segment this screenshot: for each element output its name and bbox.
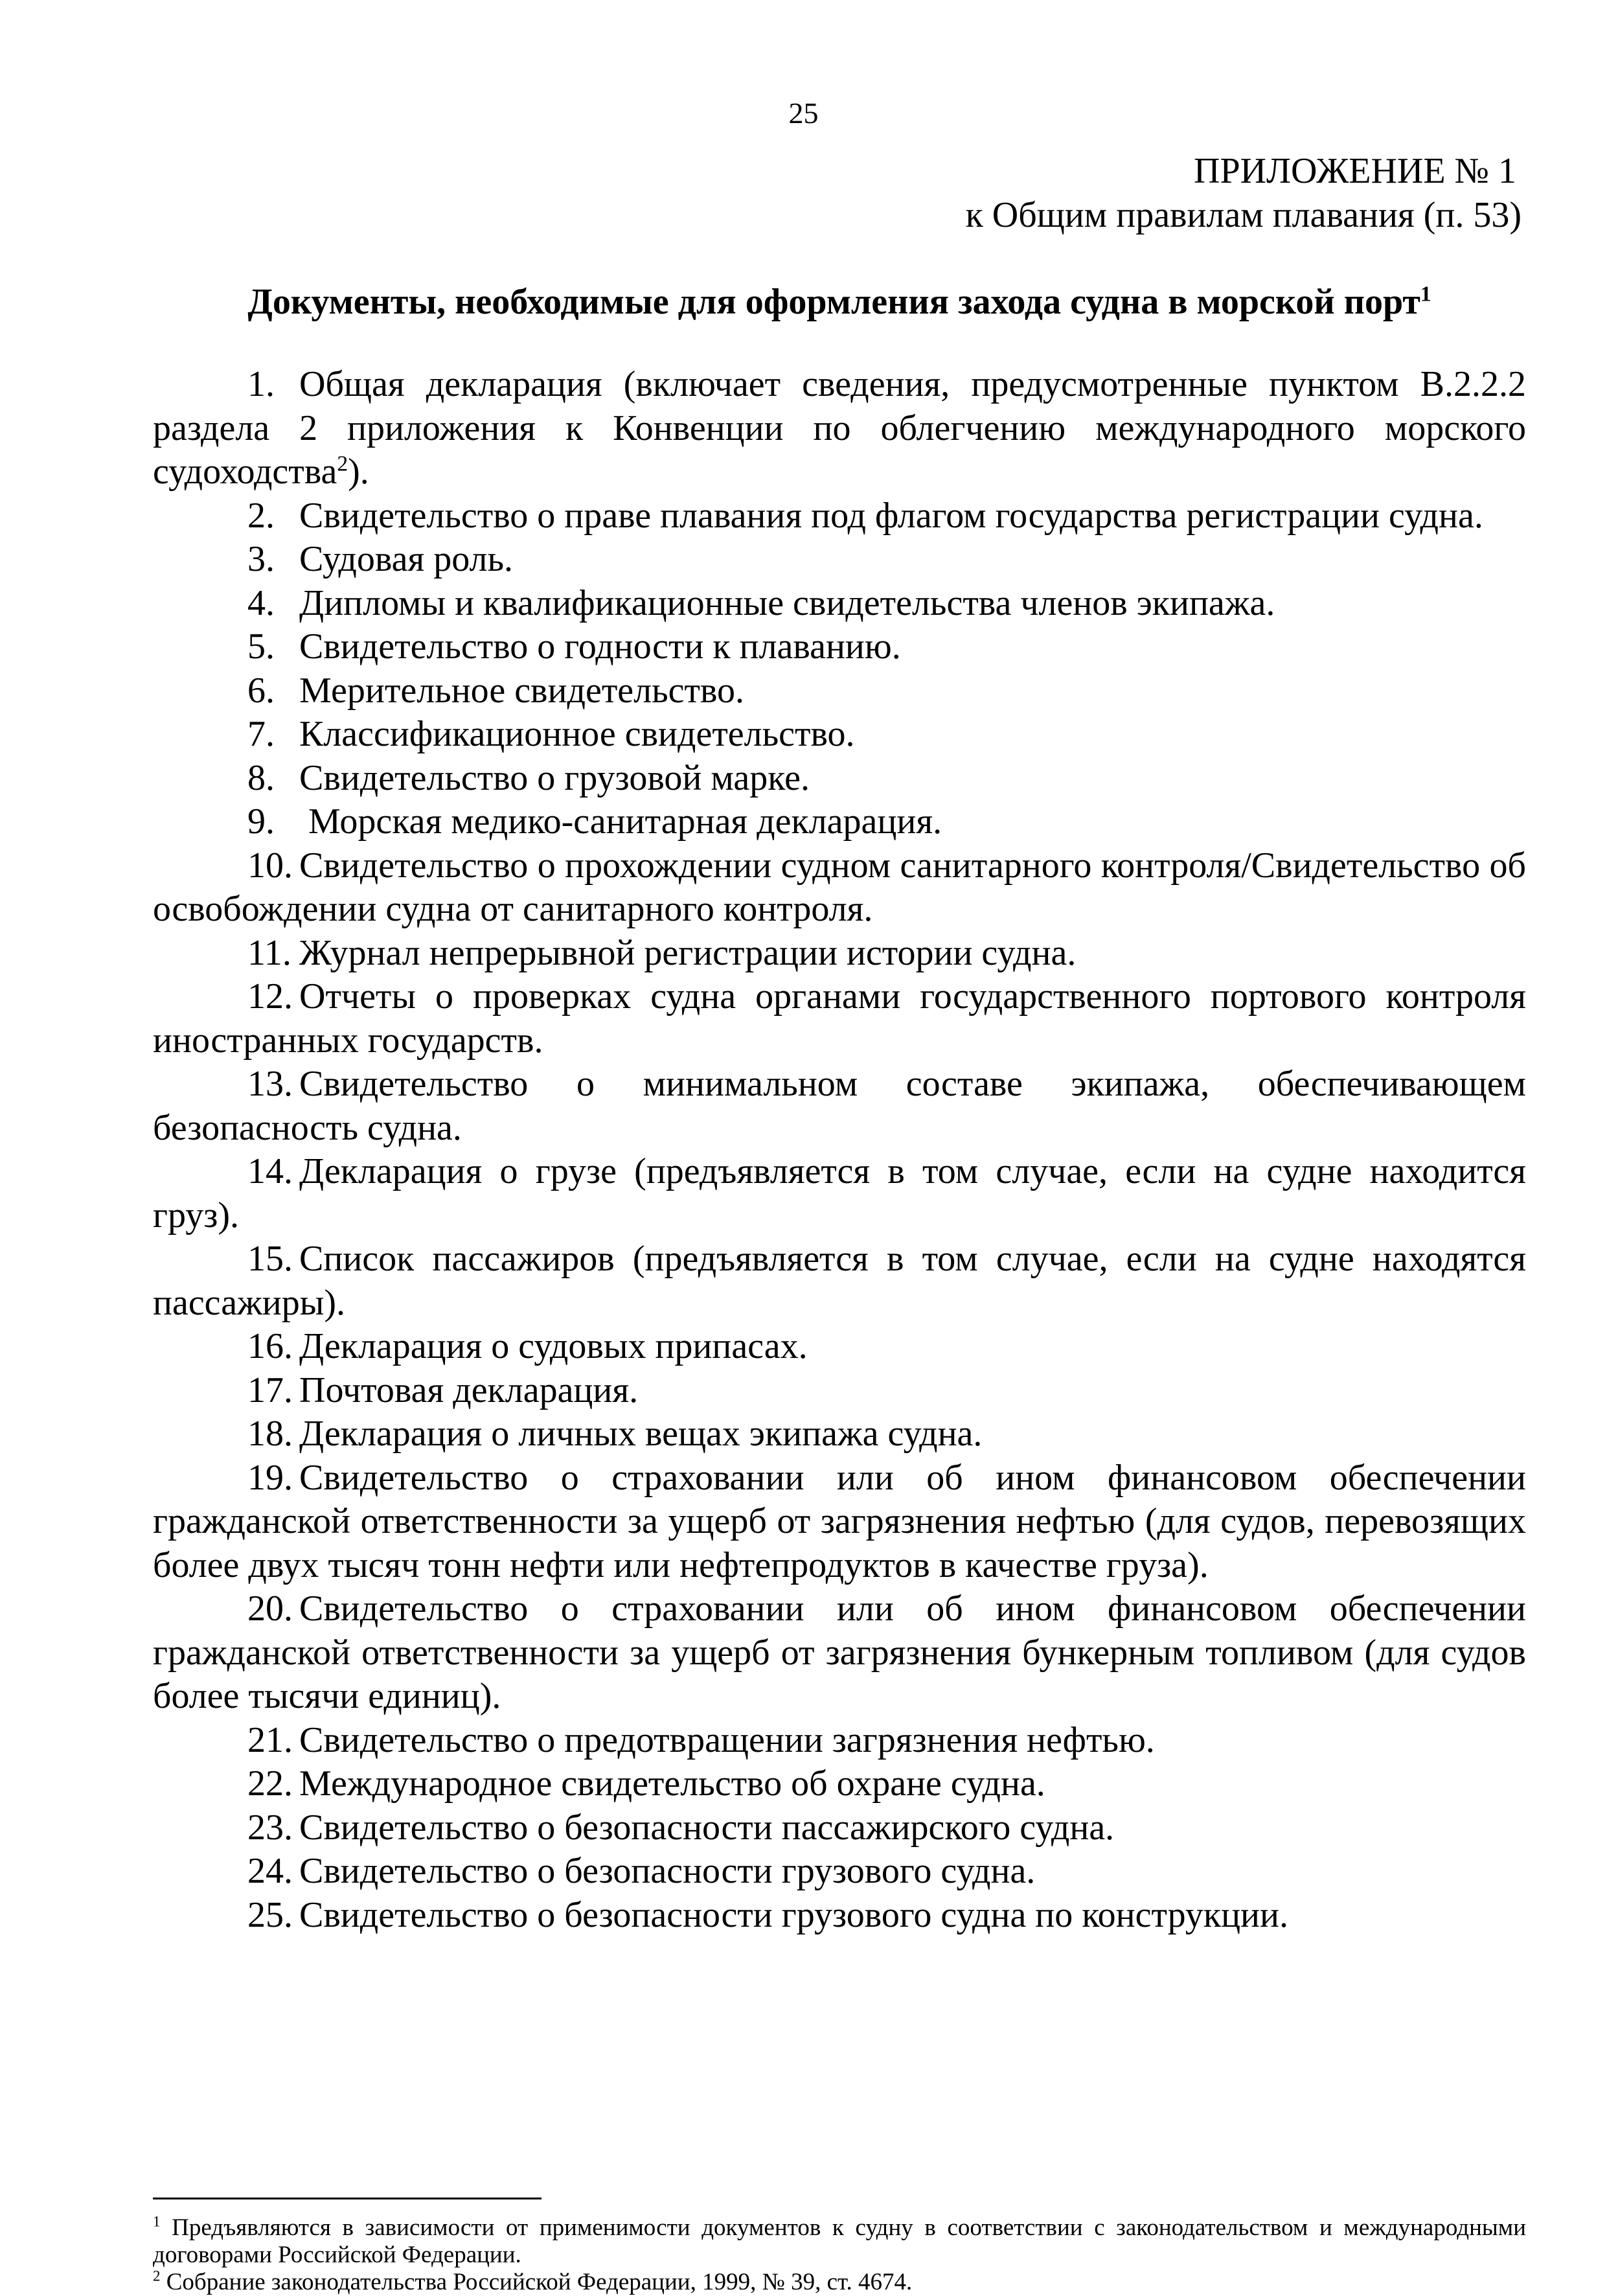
item-text: Почтовая декларация. [299, 1370, 639, 1410]
list-item [153, 363, 1526, 494]
item-text: Декларация о судовых припасах. [299, 1326, 808, 1366]
item-number: 24. [247, 1851, 293, 1891]
footnote-text: Собрание законодательства Российской Федерации, 1999, № 39, ст. 4674. [160, 2269, 913, 2295]
footnote-mark: 2 [153, 2267, 161, 2284]
list-item [153, 1369, 1526, 1413]
document-title [153, 280, 1526, 324]
item-text: Свидетельство о страховании или об ином финансовом обеспечении гражданской ответственности за ущерб от загрязнения бункерным топливом (для судов более тысячи единиц). [153, 1589, 1526, 1716]
list-item [153, 1412, 1526, 1456]
item-number: 15. [247, 1239, 293, 1279]
item-number: 18. [247, 1414, 293, 1454]
item-text: Декларация о грузе (предъявляется в том случае, если на судне находится груз). [153, 1151, 1526, 1235]
footnote-ref-1: 1 [1420, 282, 1431, 306]
item-text: Свидетельство о предотвращении загрязнения нефтью. [299, 1719, 1155, 1760]
footnote-ref-2: 2 [337, 452, 348, 476]
list-item [153, 1325, 1526, 1369]
item-number: 8. [247, 757, 275, 798]
item-text: Свидетельство о прохождении судном санитарного контроля/Свидетельство об освобождении судна от санитарного контроля. [153, 845, 1526, 929]
list-item [153, 1806, 1526, 1850]
list-item [153, 1062, 1526, 1150]
list-item [153, 494, 1526, 538]
list-item [153, 1894, 1526, 1938]
item-number: 21. [247, 1719, 293, 1760]
item-text: Свидетельство о праве плавания под флагом государства регистрации судна. [299, 495, 1483, 536]
list-item [153, 800, 1526, 844]
list-item [153, 757, 1526, 801]
list-item [153, 1150, 1526, 1237]
item-number: 25. [247, 1894, 293, 1935]
list-item [153, 582, 1526, 626]
item-number: 11. [247, 932, 291, 973]
item-number: 22. [247, 1763, 293, 1804]
item-text: Список пассажиров (предъявляется в том случае, если на судне находятся пассажиры). [153, 1239, 1526, 1323]
document-list [153, 363, 1526, 1937]
item-number: 7. [247, 714, 275, 754]
item-text: Свидетельство о минимальном составе экипажа, обеспечивающем безопасность судна. [153, 1064, 1526, 1148]
item-text: Общая декларация (включает сведения, предусмотренные пунктом В.2.2.2 раздела 2 приложения к Конвенции по облегчению международного морского судоходства [153, 364, 1526, 492]
item-text: Дипломы и квалификационные свидетельства членов экипажа. [299, 582, 1275, 623]
item-number: 3. [247, 539, 275, 579]
item-text: Морская медико-санитарная декларация. [299, 801, 942, 842]
item-text: Свидетельство о безопасности пассажирского судна. [299, 1807, 1115, 1848]
footnotes [153, 2214, 1526, 2296]
list-item [153, 713, 1526, 757]
appendix-subtitle: к Общим правилам плавания (п. 53) [965, 195, 1522, 235]
document-title-text: Документы, необходимые для оформления захода судна в морской порт [247, 282, 1420, 322]
item-number: 4. [247, 582, 275, 623]
item-number: 6. [247, 670, 275, 711]
item-text: Международное свидетельство об охране судна. [299, 1763, 1045, 1804]
item-number: 23. [247, 1807, 293, 1848]
item-text: Свидетельство о безопасности грузового судна. [299, 1851, 1036, 1891]
list-item [153, 669, 1526, 713]
item-number: 9. [247, 801, 275, 842]
item-text: Отчеты о проверках судна органами государственного портового контроля иностранных государств. [153, 976, 1526, 1061]
list-item [153, 975, 1526, 1062]
item-number: 19. [247, 1457, 293, 1498]
list-item [153, 844, 1526, 932]
item-number: 5. [247, 626, 275, 667]
item-text: Свидетельство о безопасности грузового судна по конструкции. [299, 1894, 1288, 1935]
item-number: 20. [247, 1589, 293, 1629]
item-number: 10. [247, 845, 293, 886]
item-number: 16. [247, 1326, 293, 1366]
item-text: Судовая роль. [299, 539, 513, 579]
footnote-1 [153, 2214, 1526, 2269]
item-text-end: ). [348, 452, 369, 492]
footnote-text: Предъявляются в зависимости от применимости документов к судну в соответствии с законодательством и международными договорами Российской Федерации. [153, 2214, 1526, 2268]
list-item [153, 1456, 1526, 1588]
footnote-divider [153, 2198, 541, 2199]
item-text: Декларация о личных вещах экипажа судна. [299, 1414, 983, 1454]
item-text: Свидетельство о страховании или об ином финансовом обеспечении гражданской ответственности за ущерб от загрязнения нефтью (для судов, перевозящих более двух тысяч тонн нефти или нефтепродуктов в качестве груза). [153, 1457, 1526, 1585]
item-number: 1. [247, 364, 275, 404]
list-item [153, 1587, 1526, 1719]
appendix-header [966, 149, 1522, 237]
list-item [153, 1762, 1526, 1806]
item-number: 17. [247, 1370, 293, 1410]
page-number: 25 [788, 97, 819, 130]
item-text: Журнал непрерывной регистрации истории судна. [299, 932, 1077, 973]
list-item [153, 625, 1526, 669]
list-item [153, 538, 1526, 582]
list-item [153, 932, 1526, 976]
item-text: Свидетельство о грузовой марке. [299, 757, 810, 798]
appendix-title: ПРИЛОЖЕНИЕ № 1 [1194, 151, 1516, 191]
item-number: 12. [247, 976, 293, 1016]
item-text: Свидетельство о годности к плаванию. [299, 626, 901, 667]
item-number: 13. [247, 1064, 293, 1104]
footnote-mark: 1 [153, 2213, 161, 2230]
list-item [153, 1850, 1526, 1894]
footnote-2 [153, 2269, 1526, 2296]
item-text: Классификационное свидетельство. [299, 714, 855, 754]
item-text: Мерительное свидетельство. [299, 670, 745, 711]
item-number: 2. [247, 495, 275, 536]
item-number: 14. [247, 1151, 293, 1191]
list-item [153, 1237, 1526, 1325]
list-item [153, 1719, 1526, 1763]
